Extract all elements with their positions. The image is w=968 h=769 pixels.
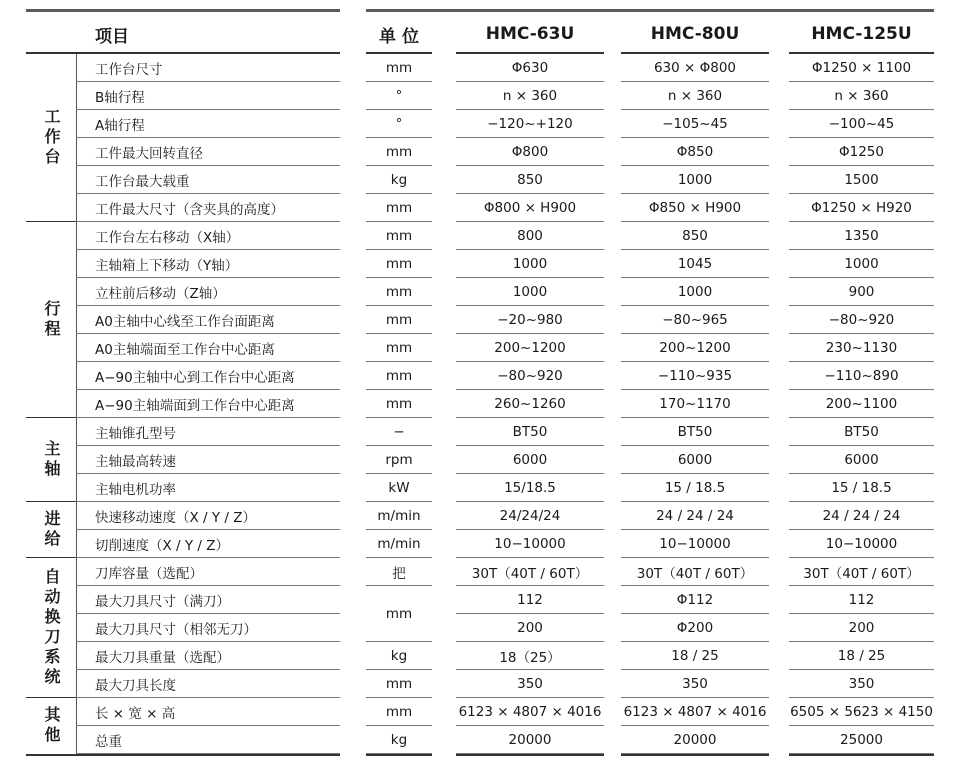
spec-item: 刀库容量（选配） [95,565,203,582]
spec-value-hmc125u: 1500 [844,171,879,188]
spec-value-hmc80u: 170~1170 [659,395,731,412]
header-bar-left [26,9,340,12]
table-row [76,222,934,250]
table-row [76,446,934,474]
spec-item: 工作台尺寸 [95,61,163,78]
spec-value-hmc125u: 200 [848,619,875,636]
spec-item: B轴行程 [95,89,145,106]
header-unit: 单 位 [379,26,419,47]
spec-value-hmc125u: −110~890 [824,367,899,384]
spec-value-hmc125u: 6505 × 5623 × 4150 [790,703,933,720]
spec-value-hmc63u: 24/24/24 [499,507,561,524]
table-row [76,334,934,362]
group-label: 进给 [42,510,61,550]
spec-value-hmc80u: 18 / 25 [671,647,719,664]
bottom-line-left [26,754,340,756]
spec-unit: ° [395,115,403,132]
spec-item: 主轴箱上下移动（Y轴） [95,257,239,274]
spec-value-hmc63u: 6123 × 4807 × 4016 [458,703,602,720]
spec-value-hmc63u: 800 [517,227,543,244]
spec-item: 工件最大尺寸（含夹具的高度） [95,201,284,218]
bottom-line-m3 [789,754,934,756]
table-row [76,418,934,446]
spec-value-hmc80u: 850 [682,227,708,244]
spec-unit: kW [388,479,410,496]
spec-unit: m/min [377,535,421,552]
spec-value-hmc125u: 230~1130 [825,339,898,356]
table-row [76,194,934,222]
spec-item: 快速移动速度（X / Y / Z） [95,509,257,526]
spec-value-hmc125u: Φ1250 [839,143,884,160]
table-row [76,390,934,418]
spec-value-hmc80u: BT50 [677,423,713,440]
spec-value-hmc63u: −80~920 [497,367,563,384]
spec-value-hmc63u: 350 [517,675,543,692]
spec-value-hmc125u: 30T（40T / 60T） [803,565,920,582]
spec-unit: mm [385,143,413,160]
spec-value-hmc125u: 112 [848,591,875,608]
spec-item: A−90主轴中心到工作台中心距离 [95,369,295,386]
spec-value-hmc63u: Φ630 [511,59,549,76]
spec-unit: 把 [392,565,406,582]
spec-unit: kg [390,731,408,748]
spec-value-hmc80u: 24 / 24 / 24 [656,507,734,524]
spec-item: 主轴锥孔型号 [95,425,176,442]
spec-value-hmc80u: 200~1200 [659,339,731,356]
spec-value-hmc125u: 24 / 24 / 24 [822,507,901,524]
spec-value-hmc80u: Φ200 [676,619,714,636]
bottom-line-m2 [621,754,769,756]
group-label: 其他 [42,706,61,746]
spec-value-hmc63u: 200 [517,619,543,636]
table-row [76,502,934,530]
spec-value-hmc80u: 350 [682,675,708,692]
table-row [76,698,934,726]
spec-unit: m/min [377,507,421,524]
spec-value-hmc125u: 10−10000 [825,535,898,552]
spec-value-hmc63u: 850 [517,171,543,188]
spec-value-hmc63u: 1000 [512,255,548,272]
header-model-3: HMC-125U [811,24,912,44]
spec-unit: mm [385,199,413,216]
bottom-line-m1 [456,754,604,756]
group-label: 自动换刀系统 [42,568,61,688]
table-row [76,474,934,502]
spec-unit: ° [395,87,403,104]
spec-value-hmc80u: n × 360 [667,87,723,104]
table-row [76,138,934,166]
spec-value-hmc125u: 6000 [844,451,879,468]
spec-value-hmc125u: 350 [848,675,875,692]
spec-item: 工作台左右移动（X轴） [95,229,240,246]
spec-value-hmc80u: −105~45 [662,115,728,132]
spec-value-hmc63u: 6000 [512,451,548,468]
spec-unit: mm [385,703,413,720]
header-bar-right [366,9,934,12]
spec-value-hmc63u: BT50 [512,423,548,440]
spec-value-hmc125u: 25000 [840,731,883,748]
spec-value-hmc63u: n × 360 [502,87,558,104]
spec-value-hmc63u: Φ800 × H900 [483,199,577,216]
spec-value-hmc63u: 1000 [512,283,548,300]
spec-item: A−90主轴端面到工作台中心距离 [95,397,295,414]
spec-item: A0主轴端面至工作台中心距离 [95,341,275,358]
header-model-2: HMC-80U [650,24,740,44]
spec-item: 工件最大回转直径 [95,145,203,162]
spec-value-hmc80u: 20000 [673,731,717,748]
spec-value-hmc80u: 6123 × 4807 × 4016 [623,703,767,720]
spec-value-hmc125u: −100~45 [828,115,895,132]
spec-value-hmc63u: 260~1260 [494,395,566,412]
header-item: 项目 [95,26,129,47]
header-model-1: HMC-63U [485,24,575,44]
spec-value-hmc80u: 630 × Φ800 [653,59,737,76]
spec-value-hmc63u: 15/18.5 [504,479,556,496]
spec-unit: mm [385,59,413,76]
spec-value-hmc63u: Φ800 [511,143,549,160]
spec-unit: mm [385,283,413,300]
spec-unit: mm [385,339,413,356]
spec-unit: mm [385,311,413,328]
spec-value-hmc80u: Φ850 [676,143,714,160]
spec-value-hmc63u: 20000 [508,731,552,748]
spec-item: 切削速度（X / Y / Z） [95,537,230,554]
spec-unit: mm [385,367,413,384]
spec-value-hmc80u: 1045 [677,255,713,272]
spec-value-hmc63u: 200~1200 [494,339,566,356]
spec-unit: mm [385,255,413,272]
spec-item: 工作台最大载重 [95,173,190,190]
table-row [76,558,934,586]
table-row [76,250,934,278]
spec-item: 最大刀具长度 [95,677,176,694]
table-row [76,306,934,334]
spec-item: 最大刀具尺寸（相邻无刀） [95,621,257,638]
spec-unit: mm [385,227,413,244]
table-row [76,110,934,138]
spec-value-hmc125u: −80~920 [828,311,895,328]
spec-value-hmc80u: Φ112 [676,591,714,608]
spec-unit: mm [385,605,413,622]
spec-item: 最大刀具尺寸（满刀） [95,593,230,610]
spec-value-hmc80u: 1000 [677,171,713,188]
spec-value-hmc125u: 18 / 25 [837,647,886,664]
spec-value-hmc63u: 30T（40T / 60T） [471,565,589,582]
spec-unit: mm [385,395,413,412]
spec-value-hmc63u: 112 [517,591,543,608]
spec-value-hmc125u: BT50 [844,423,879,440]
spec-value-hmc80u: −110~935 [657,367,733,384]
table-row [76,670,934,698]
spec-item: 最大刀具重量（选配） [95,649,230,666]
spec-item: A轴行程 [95,117,145,134]
spec-value-hmc125u: 200~1100 [825,395,898,412]
group-label: 主轴 [42,440,61,480]
table-row [76,530,934,558]
group-label: 工作台 [42,108,61,168]
spec-unit: kg [390,647,408,664]
spec-value-hmc125u: Φ1250 × H920 [811,199,912,216]
spec-value-hmc125u: 1000 [844,255,879,272]
spec-value-hmc63u: 10−10000 [494,535,566,552]
spec-value-hmc125u: Φ1250 × 1100 [811,59,912,76]
spec-value-hmc63u: −20~980 [497,311,563,328]
bottom-line-unit [366,754,432,756]
spec-unit: rpm [385,451,413,468]
spec-unit: − [393,423,405,440]
table-row [76,166,934,194]
table-row [76,726,934,754]
spec-value-hmc125u: 1350 [844,227,879,244]
spec-item: 立柱前后移动（Z轴） [95,285,226,302]
table-row [76,82,934,110]
spec-value-hmc80u: 6000 [677,451,713,468]
spec-value-hmc63u: −120~+120 [487,115,573,132]
spec-value-hmc63u: 18（25） [499,649,561,666]
table-row [76,614,934,642]
spec-unit: mm [385,675,413,692]
table-row [76,54,934,82]
spec-value-hmc80u: Φ850 × H900 [648,199,742,216]
spec-value-hmc80u: −80~965 [662,311,728,328]
spec-item: 总重 [95,733,122,750]
spec-item: 主轴最高转速 [95,453,176,470]
table-row [76,586,934,622]
group-label: 行程 [42,300,61,340]
spec-unit: kg [390,171,408,188]
spec-item: A0主轴中心线至工作台面距离 [95,313,275,330]
spec-item: 长 × 宽 × 高 [95,705,176,722]
spec-value-hmc80u: 15 / 18.5 [664,479,726,496]
spec-value-hmc80u: 1000 [677,283,713,300]
table-row [76,278,934,306]
table-row [76,642,934,670]
spec-value-hmc80u: 10−10000 [659,535,731,552]
spec-value-hmc125u: 15 / 18.5 [831,479,892,496]
spec-item: 主轴电机功率 [95,481,176,498]
table-row [76,362,934,390]
spec-value-hmc125u: n × 360 [834,87,889,104]
spec-value-hmc80u: 30T（40T / 60T） [636,565,754,582]
spec-value-hmc125u: 900 [848,283,875,300]
